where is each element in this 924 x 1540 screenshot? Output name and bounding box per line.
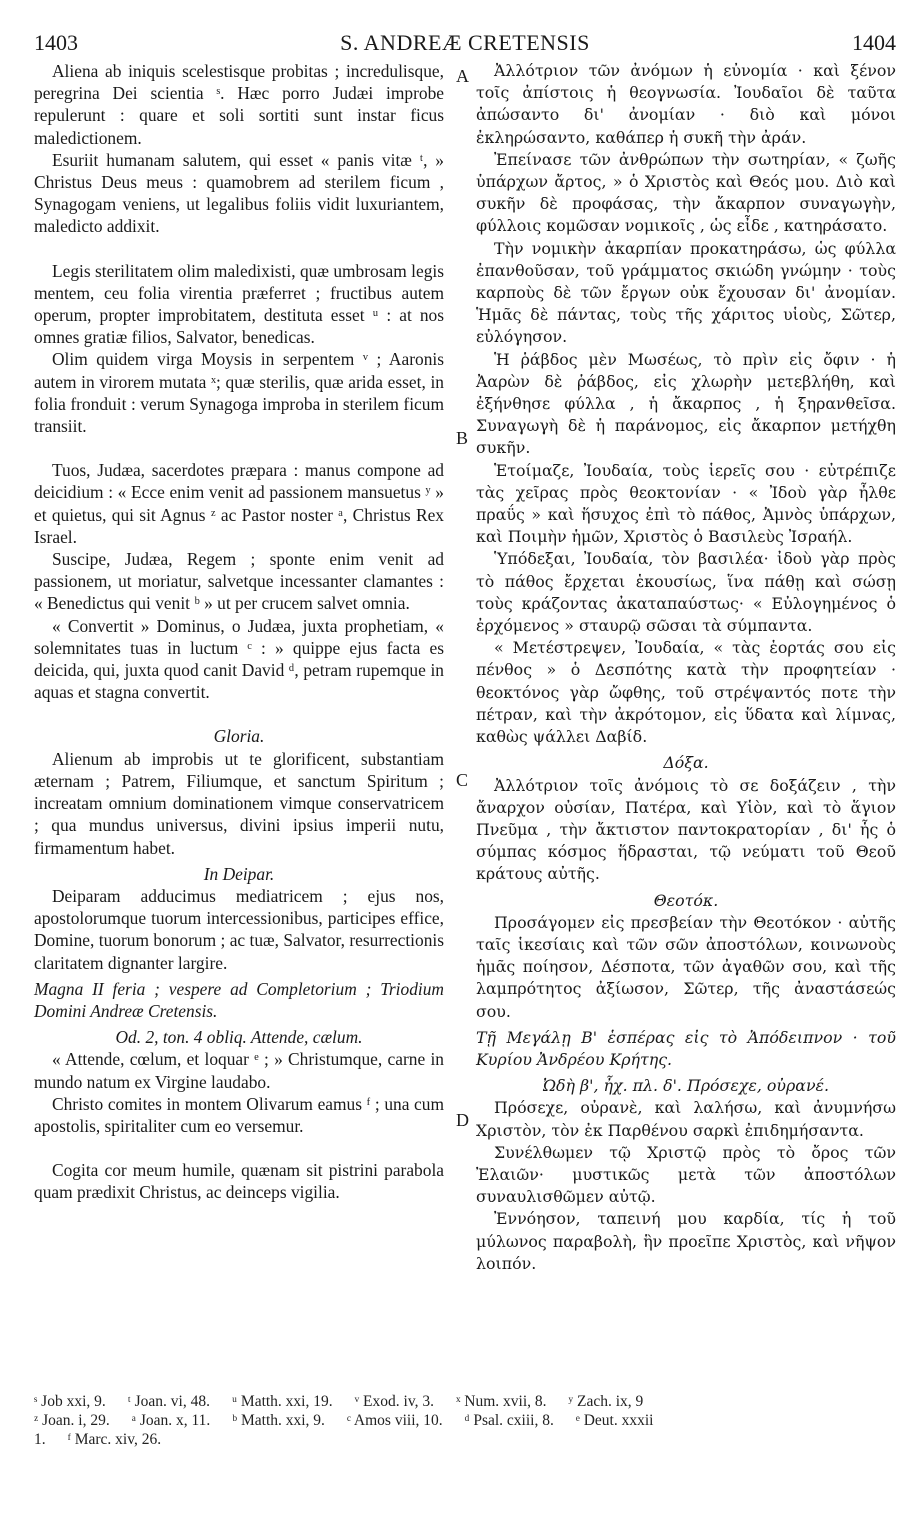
latin-paragraph: Tuos, Judæa, sacerdotes præpara : manus compone ad deicidium : « Ecce enim venit ad passionem mansuetus ʸ » et quietus, qui sit Agnus ᶻ ac Pastor noster ᵃ, Christus Rex Israel. (34, 460, 444, 547)
greek-column (476, 60, 896, 1275)
footnote-row (34, 1392, 896, 1411)
greek-paragraph: Ὑπόδεξαι, Ἰουδαία, τὸν βασιλέα· ἰδοὺ γὰρ πρὸς τὸ πάθος ἔρχεται ἑκουσίως, ἵνα πάθῃ καὶ σώσῃ τοὺς κράζοντας ἀκαταπαύστως· « Εὐλογημένος ὁ ἐρχόμενος » σταυρῷ σῶσαι τὰ σύμπαντα. (476, 549, 896, 636)
footnote: ᵛ Exod. iv, 3. (354, 1393, 434, 1410)
latin-paragraph: Aliena ab iniquis scelestisque probitas ; incredulisque, peregrina Dei scientia ˢ. Hæc porro Judæi improbe repulerunt : quare et soli sortiti sunt instar ficus maledictionem. (34, 61, 444, 148)
footnote: ᵘ Matth. xxi, 19. (231, 1393, 333, 1410)
latin-paragraph: « Attende, cœlum, et loquar ᵉ ; » Christumque, carne in mundo natum ex Virgine laudabo. (34, 1049, 444, 1092)
footnote-row (34, 1430, 896, 1449)
greek-paragraph: Προσάγομεν εἰς πρεσβείαν τὴν Θεοτόκον · αὐτῆς ταῖς ἱκεσίαις καὶ τῶν σῶν ἀποστόλων, κοινωνοὺς ἡμᾶς ποίησον, Δέσποτα, τῶν ἀγαθῶν σου, καὶ τῆς λαμπρότητος ἀξίωσον, Σῶτερ, τῆς ἀναστάσεώς σου. (476, 912, 896, 1021)
footnote: ᶠ Marc. xiv, 26. (67, 1431, 162, 1448)
footnote: ʸ Zach. ix, 9 (568, 1393, 644, 1410)
greek-paragraph: Ἀλλότριον τοῖς ἀνόμοις τὸ σε δοξάζειν , τὴν ἄναρχον οὐσίαν, Πατέρα, καὶ Υἱὸν, καὶ τὸ ἅγιον Πνεῦμα , τὴν ἄκτιστον παντοκρατορίαν , δι' ἧς ὁ σύμπας κόσμος ἥδρασται, τῷ νεύματι τοῦ Θεοῦ κράτους αὐτῆς. (476, 775, 896, 884)
page-number-left: 1403 (34, 30, 78, 55)
margin-letter-b: B (456, 428, 469, 448)
latin-heading-gloria: Gloria. (213, 726, 265, 747)
latin-paragraph: Olim quidem virga Moysis in serpentem ᵛ ; Aaronis autem in virorem mutata ˣ; quæ sterilis, quæ arida esset, in folia fronduit : verum Synagoga improba in sterilem ficum transiit. (34, 349, 444, 437)
page-number-right: 1404 (852, 30, 896, 55)
greek-paragraph: Πρόσεχε, οὐρανὲ, καὶ λαλήσω, καὶ ἀνυμνήσω Χριστὸν, τὸν ἐκ Παρθένου σαρκὶ ἐπιδημήσαντα. (476, 1098, 896, 1140)
greek-paragraph: « Μετέστρεψεν, Ἰουδαία, « τὰς ἑορτάς σου εἰς πένθος » ὁ Δεσπότης κατὰ τὴν προφητείαν · θεοκτόνος γὰρ ὤφθης, τοῦ στρέψαντός ποτε τὴν πέτραν, καὶ τὴν ἀκρότομον, εἰς ὕδατα καὶ λίμνας, καθὼς ψάλλει Δαβίδ. (476, 638, 896, 747)
footnote: ᶜ Amos viii, 10. (346, 1412, 443, 1429)
footnote: ᶻ Joan. i, 29. (34, 1412, 110, 1429)
greek-paragraph: Συνέλθωμεν τῷ Χριστῷ πρὸς τὸ ὄρος τῶν Ἐλαιῶν· μυστικῶς μετὰ τῶν ἀποστόλων συναυλισθῶμεν αὐτῷ. (476, 1142, 896, 1207)
latin-heading-deipara: In Deipar. (203, 863, 275, 884)
latin-paragraph: Legis sterilitatem olim maledixisti, quæ umbrosam legis mentem, ceu folia virentia præferret ; fructibus autem operum, propter improbitatem, destituta esset ᵘ : at nos omnes gratiæ filios, Salvator, benedicas. (34, 260, 444, 348)
greek-paragraph: Ἐννόησον, ταπεινή μου καρδία, τίς ἡ τοῦ μύλωνος παραβολὴ, ἣν προεῖπε Χριστὸς, καὶ νῆψον λοιπόν. (476, 1209, 896, 1273)
greek-heading-doxa: Δόξα. (663, 753, 709, 773)
greek-paragraph: Ἑτοίμαζε, Ἰουδαία, τοὺς ἱερεῖς σου · εὐτρέπιζε τὰς χεῖρας πρὸς θεοκτονίαν · « Ἰδοὺ γὰρ ἦλθε πραΰς » καὶ ἥσυχος ἐπὶ τὸ πάθος, Ἀμνὸς ὑπάρχων, καὶ Ποιμὴν ἡμῶν, Χριστὸς ὁ Βασιλεὺς Ἰσραήλ. (476, 460, 896, 547)
greek-paragraph: Ἡ ῥάβδος μὲν Μωσέως, τὸ πρὶν εἰς ὄφιν · ἡ Ἀαρὼν δὲ ῥάβδος, εἰς χλωρὴν μετεβλήθη, καὶ ἐξήνθησε φύλλα , ἡ ἄκαρπος , ἡ ξηρανθεῖσα. Συναγωγὴ δὲ ἡ παράνομος, εἰς ἄκαρπον μετήχθη συκῆν. (476, 349, 896, 458)
footnotes (34, 1392, 896, 1449)
footnote: 1. (34, 1431, 46, 1448)
footnote: ᵈ Psal. cxiii, 8. (464, 1412, 554, 1429)
footnote: ᵗ Joan. vi, 48. (127, 1393, 210, 1410)
latin-paragraph: Deiparam adducimus mediatricem ; ejus nos, apostolorumque tuorum intercessionibus, participes effice, Domine, tuorum bonorum ; ac tuæ, Salvator, resurrectionis claritatem dignanter largire. (34, 885, 444, 973)
greek-ode-heading: Ὠδὴ β', ἦχ. πλ. δ'. Πρόσεχε, οὐρανέ. (542, 1076, 830, 1096)
footnote: ˣ Num. xvii, 8. (455, 1393, 547, 1410)
footnote: ᵇ Matth. xxi, 9. (232, 1412, 325, 1429)
margin-letter-a: A (456, 66, 469, 86)
latin-rubric: Magna II feria ; vespere ad Completorium ; Triodium Domini Andreæ Cretensis. (34, 978, 444, 1021)
page-header (34, 22, 896, 56)
latin-paragraph: Suscipe, Judæa, Regem ; sponte enim venit ad passionem, ut moriatur, salvetque incessanter clamantes : « Benedictus qui venit ᵇ » ut per crucem salvet omnia. (34, 549, 444, 614)
latin-paragraph: Esuriit humanam salutem, qui esset « panis vitæ ᵗ, » Christus Deus meus : quamobrem ad sterilem ficum , Synagogam veniens, ut legalibus foliis vidit luxuriantem, maledicto addixit. (34, 149, 444, 237)
latin-column (34, 60, 444, 1204)
greek-paragraph: Τὴν νομικὴν ἀκαρπίαν προκατηράσω, ὡς φύλλα ἐπανθοῦσαν, τοῦ γράμματος σκιώδη γνώμην · τοὺς καρποὺς δὲ τῶν ἔργων οὐκ ἔχουσαν δι' ἀνομίαν. Ἡμᾶς δὲ πάντας, τοὺς τῆς χάριτος υἱοὺς, Σῶτερ, εὐλόγησον. (476, 238, 896, 347)
greek-paragraph: Ἐπείνασε τῶν ἀνθρώπων τὴν σωτηρίαν, « ζωῆς ὑπάρχων ἄρτος, » ὁ Χριστὸς καὶ Θεός μου. Διὸ καὶ συκῆν δὲ προφάσας, τὴν ἄκαρπον συναγωγὴν, φύλλοις κομῶσαν νομικοῖς , ὡς εἶδε , κατηράσατο. (476, 149, 896, 236)
margin-letter-d: D (456, 1110, 469, 1130)
page-title: S. ANDREÆ CRETENSIS (340, 30, 590, 55)
footnote: ᵃ Joan. x, 11. (131, 1412, 211, 1429)
greek-heading-theotokion: Θεοτόκ. (653, 890, 719, 910)
latin-ode-heading: Od. 2, ton. 4 obliq. Attende, cælum. (115, 1027, 363, 1048)
footnote: ˢ Job xxi, 9. (34, 1393, 106, 1410)
margin-letter-c: C (456, 770, 469, 790)
latin-paragraph: Alienum ab improbis ut te glorificent, substantiam æternam ; Patrem, Filiumque, et sanctum Spiritum ; increatam omnium dominationem vimque conservatricem ; qua mundus universus, divini ipsius imperii nutu, firmamentum habet. (34, 748, 444, 858)
greek-paragraph: Ἀλλότριον τῶν ἀνόμων ἡ εὐνομία · καὶ ξένον τοῖς ἀπίστοις ἡ θεογνωσία. Ἰουδαῖοι δὲ ταῦτα ἀπώσαντο δι' ἀνομίαν · διὸ καὶ μόνοι ἐκληρώσαντο, καθάπερ ἡ συκῆ τὴν ἀράν. (476, 61, 896, 147)
footnote: ᵉ Deut. xxxii (575, 1412, 654, 1429)
greek-rubric: Τῇ Μεγάλῃ Β' ἑσπέρας εἰς τὸ Ἀπόδειπνον · τοῦ Κυρίου Ἀνδρέου Κρήτης. (476, 1027, 896, 1069)
footnote-row (34, 1411, 896, 1430)
latin-paragraph: Cogita cor meum humile, quænam sit pistrini parabola quam prædixit Christus, ac deinceps vigilia. (34, 1160, 444, 1203)
latin-paragraph: Christo comites in montem Olivarum eamus ᶠ ; una cum apostolis, spiritaliter cum eo versemur. (34, 1093, 444, 1136)
latin-paragraph: « Convertit » Dominus, o Judæa, juxta prophetiam, « solemnitates tuas in luctum ᶜ : » quippe ejus facta es deicida, qui, juxta quod canit David ᵈ, petram rupemque in aquas et stagna convertit. (34, 615, 444, 703)
